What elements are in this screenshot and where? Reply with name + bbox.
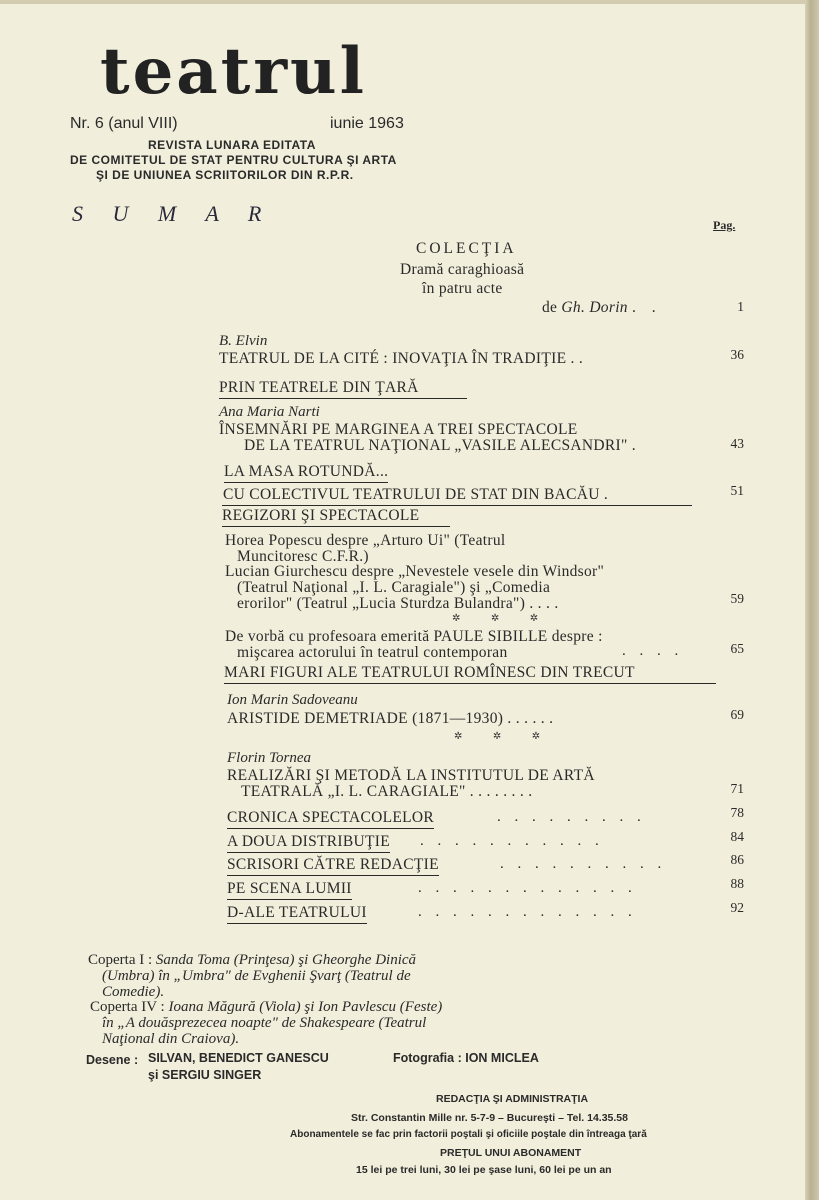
section-mari-figuri: MARI FIGURI ALE TEATRULUI ROMÎNESC DIN TRECUT	[224, 664, 716, 684]
issue-date: iunie 1963	[330, 115, 404, 132]
foto-credit	[393, 1051, 539, 1065]
publisher-line-1: REVISTA LUNARA EDITATA	[148, 138, 316, 152]
regizori-line-1: Horea Popescu despre „Arturo Ui" (Teatrul	[225, 532, 506, 549]
page-spine-edge	[805, 0, 819, 1200]
page-column-label: Pag.	[713, 218, 736, 232]
narti-title-2: DE LA TEATRUL NAŢIONAL „VASILE ALECSANDRI" .	[244, 437, 636, 454]
rubric-cronica-page: 78	[730, 805, 744, 820]
bacau-title: CU COLECTIVUL TEATRULUI DE STAT DIN BACĂU .	[223, 486, 609, 503]
institut-title-2: TEATRALĂ „I. L. CARAGIALE" . . . . . . . .	[241, 783, 533, 800]
regizori-line-5: erorilor" (Teatrul „Lucia Sturdza Bulandra") . . . .	[237, 595, 559, 612]
cover-1-text-3: Comedie).	[102, 984, 165, 1000]
colectia-leader: . .	[632, 299, 662, 316]
sibille-line-2: mişcarea actorului în teatrul contemporan	[237, 644, 508, 661]
rubric-a-doua-distributie-page: 84	[730, 829, 744, 844]
footer-redactia: REDACŢIA ŞI ADMINISTRAŢIA	[436, 1093, 589, 1105]
regizori-page: 59	[730, 591, 744, 606]
footer-abonamente: Abonamentele se fac prin factorii poştali şi oficiile poştale din întreaga ţară	[290, 1129, 647, 1140]
demetriade-page: 69	[730, 707, 744, 722]
sibille-line-1: De vorbă cu profesoara emerită PAULE SIBILLE despre :	[225, 628, 603, 645]
rubric-scrisori: SCRISORI CĂTRE REDACŢIE	[227, 856, 439, 876]
footer-pret-title: PREŢUL UNUI ABONAMENT	[440, 1147, 582, 1159]
regizori-line-2: Muncitoresc C.F.R.)	[237, 548, 369, 565]
colectia-author: Gh. Dorin	[561, 299, 628, 316]
rubric-d-ale-teatrului: D-ALE TEATRULUI	[227, 904, 367, 924]
narti-page: 43	[730, 436, 744, 451]
rubric-cronica: CRONICA SPECTACOLELOR	[227, 809, 434, 829]
regizori-line-4: (Teatrul Naţional „I. L. Caragiale") şi „Comedia	[237, 579, 551, 596]
rubric-pe-scena-lumii: PE SCENA LUMII	[227, 880, 352, 900]
colectia-author-prefix: de	[542, 299, 558, 316]
rubric-scrisori-page: 86	[730, 852, 744, 867]
narti-title-1: ÎNSEMNĂRI PE MARGINEA A TREI SPECTACOLE	[219, 421, 578, 438]
publisher-line-2: DE COMITETUL DE STAT PENTRU CULTURA ŞI ARTA	[70, 153, 397, 167]
rubric-cronica-leader: . . . . . . . . .	[497, 809, 646, 825]
footer-pret: 15 lei pe trei luni, 30 lei pe şase luni, 60 lei pe un an	[356, 1164, 612, 1176]
cover-4-line-3	[102, 1031, 239, 1048]
cover-4-line-1	[90, 999, 442, 1016]
elvin-author: B. Elvin	[219, 333, 268, 349]
rubric-pe-scena-lumii-leader: . . . . . . . . . . . . .	[418, 880, 637, 896]
desene-names-1: SILVAN, BENEDICT GANESCU	[148, 1051, 329, 1065]
rubric-scrisori-leader: . . . . . . . . . .	[500, 856, 667, 872]
foto-label: Fotografia :	[393, 1051, 462, 1065]
toc-heading: S U M A R	[72, 201, 274, 226]
section-prin-teatrele: PRIN TEATRELE DIN ŢARĂ	[219, 379, 467, 399]
rubric-d-ale-teatrului-leader: . . . . . . . . . . . . .	[418, 904, 637, 920]
rubric-d-ale-teatrului-page: 92	[730, 900, 744, 915]
cover-4-label: Coperta IV :	[90, 999, 165, 1015]
bacau-rule	[222, 505, 692, 506]
cover-1-text-2: (Umbra) în „Umbra" de Evghenii Şvarţ (Teatrul de	[102, 968, 411, 984]
institut-title-1: REALIZĂRI ŞI METODĂ LA INSTITUTUL DE ARTĂ	[227, 767, 595, 784]
rubric-pe-scena-lumii-page: 88	[730, 876, 744, 891]
section-masa-rotunda: LA MASA ROTUNDĂ...	[224, 463, 388, 483]
rubric-a-doua-distributie-leader: . . . . . . . . . . .	[420, 833, 604, 849]
cover-4-text-3: Naţional din Craiova).	[102, 1031, 240, 1047]
cover-4-text-1: Ioana Măgură (Viola) şi Ion Pavlescu (Feste)	[168, 999, 443, 1015]
regizori-line-3: Lucian Giurchescu despre „Nevestele vesele din Windsor"	[225, 563, 605, 580]
sibille-page: 65	[730, 641, 744, 656]
colectia-author-line	[542, 299, 662, 317]
cover-4-text-2: în „A douăsprezecea noapte" de Shakespeare (Teatrul	[102, 1015, 427, 1031]
elvin-title: TEATRUL DE LA CITÉ : INOVAŢIA ÎN TRADIŢIE . .	[219, 350, 584, 367]
separator-stars-1: ✲ ✲ ✲	[452, 613, 553, 624]
demetriade-author: Ion Marin Sadoveanu	[227, 692, 358, 708]
cover-1-line-2	[102, 968, 411, 985]
desene-label: Desene :	[86, 1053, 139, 1067]
sibille-leader: . . . .	[622, 643, 684, 659]
colectia-title: COLECŢIA	[416, 240, 517, 257]
footer-address: Str. Constantin Mille nr. 5-7-9 – Bucureşti – Tel. 14.35.58	[351, 1112, 628, 1124]
colectia-subtitle-2: în patru acte	[422, 280, 503, 297]
institut-author: Florin Tornea	[227, 750, 312, 766]
demetriade-title: ARISTIDE DEMETRIADE (1871—1930) . . . . . .	[227, 710, 554, 727]
rubric-a-doua-distributie: A DOUA DISTRIBUŢIE	[227, 833, 390, 853]
elvin-page: 36	[730, 347, 744, 362]
foto-name: ION MICLEA	[465, 1051, 539, 1065]
colectia-page: 1	[737, 299, 744, 314]
cover-1-label: Coperta I :	[88, 952, 153, 968]
desene-names-2: şi SERGIU SINGER	[148, 1068, 262, 1082]
bacau-page: 51	[730, 483, 744, 498]
masthead-title: teatrul	[100, 34, 367, 109]
publisher-line-3: ŞI DE UNIUNEA SCRIITORILOR DIN R.P.R.	[96, 168, 354, 182]
page-top-edge	[0, 0, 805, 4]
cover-1-line-1	[88, 952, 416, 969]
cover-1-text-1: Sanda Toma (Prinţesa) şi Gheorghe Dinică	[155, 952, 417, 968]
separator-stars-2: ✲ ✲ ✲	[454, 731, 555, 742]
colectia-subtitle-1: Dramă caraghioasă	[400, 261, 525, 278]
institut-page: 71	[730, 781, 744, 796]
cover-4-line-2	[102, 1015, 426, 1032]
issue-number: Nr. 6 (anul VIII)	[70, 115, 178, 132]
narti-author: Ana Maria Narti	[219, 404, 320, 420]
section-regizori: REGIZORI ŞI SPECTACOLE	[222, 507, 450, 527]
